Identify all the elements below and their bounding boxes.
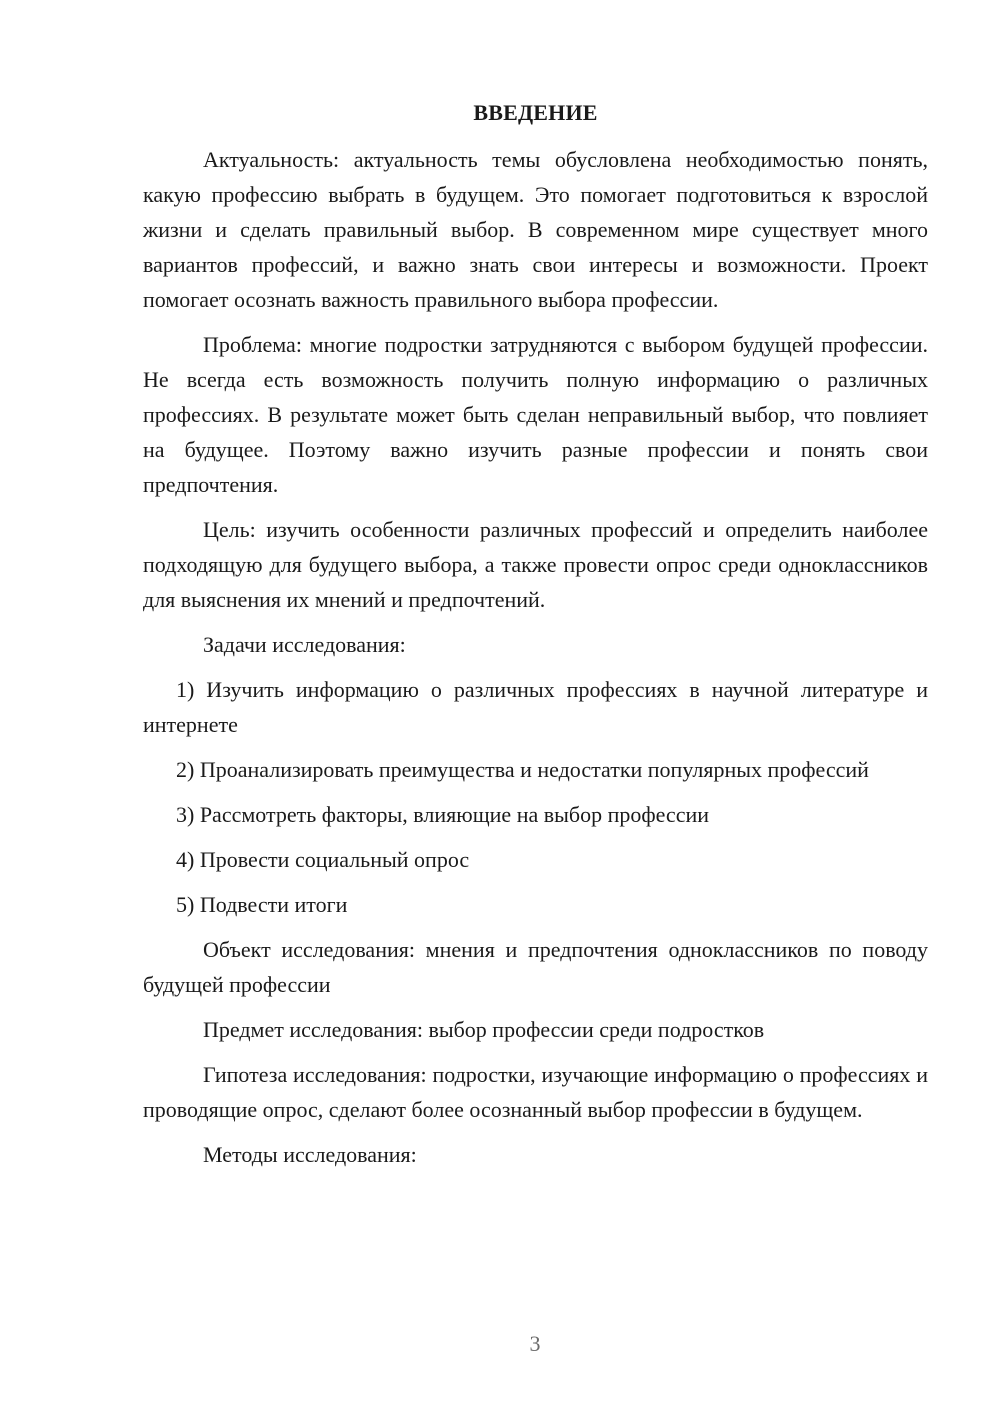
list-item: 4) Провести социальный опрос: [176, 847, 470, 872]
list-item: 1) Изучить информацию о различных профессиях в научной литературе и интернете: [143, 677, 928, 737]
list-item: 3) Рассмотреть факторы, влияющие на выбор профессии: [176, 802, 710, 827]
paragraph-hypothesis: Гипотеза исследования: подростки, изучающие информацию о профессиях и проводящие опрос, сделают более осознанный выбор профессии в будущем.: [143, 1062, 928, 1122]
paragraph-goal: Цель: изучить особенности различных профессий и определить наиболее подходящую для будущего выбора, а также провести опрос среди одноклассников для выяснения их мнений и предпочтений.: [143, 517, 928, 612]
list-item: 2) Проанализировать преимущества и недостатки популярных профессий: [176, 757, 869, 782]
page-number: 3: [529, 1331, 541, 1356]
document-page: [143, 95, 928, 1182]
methods-heading: Методы исследования:: [203, 1142, 417, 1167]
paragraph-relevance: Актуальность: актуальность темы обусловлена необходимостью понять, какую профессию выбрать в будущем. Это помогает подготовиться к взрослой жизни и сделать правильный выбор. В современном мире существует много вариантов профессий, и важно знать свои интересы и возможности. Проект помогает осознать важность правильного выбора профессии.: [143, 147, 928, 312]
list-item: 5) Подвести итоги: [176, 892, 348, 917]
paragraph-object: Объект исследования: мнения и предпочтения одноклассников по поводу будущей профессии: [143, 937, 928, 997]
paragraph-problem: Проблема: многие подростки затрудняются с выбором будущей профессии. Не всегда есть возможность получить полную информацию о различных профессиях. В результате может быть сделан неправильный выбор, что повлияет на будущее. Поэтому важно изучить разные профессии и понять свои предпочтения.: [143, 332, 928, 497]
paragraph-subject: Предмет исследования: выбор профессии среди подростков: [203, 1017, 765, 1042]
page-title: ВВЕДЕНИЕ: [473, 100, 598, 125]
tasks-list: [143, 672, 928, 922]
tasks-heading: Задачи исследования:: [203, 632, 406, 657]
